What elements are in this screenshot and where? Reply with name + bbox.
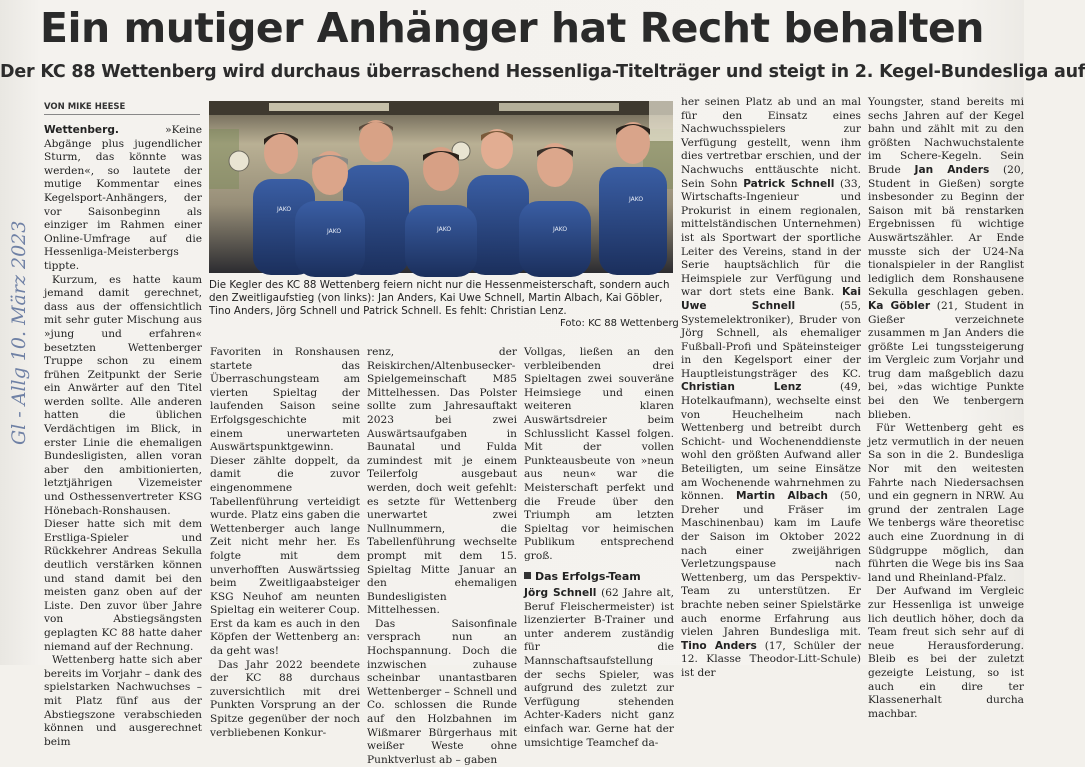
- paragraph: Wettenberg hatte sich aber bereits im Vorjahr – dank des spielstarken Nachwuchses – mit Platz fünf aus der Abstiegszone verabschieden können und ausgerechnet beim: [44, 654, 202, 748]
- jersey-logo-4: JAKO: [553, 226, 568, 233]
- article-column-4: [524, 346, 675, 749]
- paragraph: renz, der Reiskirchen/Altenbusecker-Spielgemeinschaft M85 Mittelhessen. Das Polster sollte zum Jahresauftakt 2023 bei zwei Auswärtsaufgaben in Baunatal und Fulda zumindest mit je einem Teilerfolg ausgebaut werden, doch weit gefehlt: es setzte für Wettenberg unerwartet zwei Nullnummern, die Tabellenführung wechselte prompt mit dem 15. Spieltag Mitte Januar an den ehemaligen Bundesligisten Mittelhessen.: [367, 346, 517, 617]
- player-name: Patrick Schnell: [743, 177, 835, 190]
- paragraph: Das Saisonfinale versprach nun an Hochspannung. Doch die inzwischen zuhause scheinbar unantastbaren Wettenberger – Schnell und Co. schlossen die Runde auf den Holzbahnen im Wißmarer Bürgerhaus mit weißer Weste ohne Punktverlust ab – gaben: [367, 617, 517, 766]
- player-name: Ka Göbler: [868, 299, 931, 312]
- player-name: Martin Albach: [735, 490, 828, 503]
- paragraph: Favoriten in Ronshausen startete das Überraschungsteam am vierten Spieltag der laufenden Saison seine Erfolgsgeschichte mit einem unerwarteten Auswärtspunktgewinn. Dieser zählte doppelt, da damit die zuvor eingenommene Tabellenführung verteidigt wurde. Platz eins gaben die Wettenberger auch lange Zeit nicht mehr her. Es folgte mit dem unverhofften Auswärtssieg beim Zweitligaabsteiger KSG Neuhof am neunten Spieltag ein weiterer Coup. Erst da kam es auch in den Köpfen der Wettenberg an: da geht was!: [210, 346, 360, 658]
- player-name: Jan Anders: [914, 163, 990, 176]
- byline: VON MIKE HEESE: [44, 102, 126, 112]
- photo-caption: Die Kegler des KC 88 Wettenberg feiern nicht nur die Hessenmeisterschaft, sondern auch den Zweitligaufstieg (von links): Jan Anders, Kai Uwe Schnell, Martin Albach, Kai Göbler, Tino Anders, Jörg Schnell und Patrick Schnell. Es fehlt: Christian Lenz.: [209, 279, 670, 317]
- player-name: Christian Lenz: [681, 381, 802, 394]
- player-name: Tino Anders: [681, 639, 757, 652]
- team-photo: [209, 101, 673, 273]
- article-column-2: [210, 346, 360, 739]
- jersey-logo-2: JAKO: [327, 228, 342, 235]
- photo-credit: Foto: KC 88 Wettenberg: [560, 318, 679, 329]
- paragraph: Jörg Schnell (62 Jahre alt, Beruf Fleischermeister) ist lizenzierter B-Trainer und unter anderem zuständig für die Mannschaftsaufstellung der sechs Spieler, was aufgrund des zuletzt zur Verfügung stehenden Achter-Kaders nicht ganz einfach war. Gerne hat der umsichtige Teamchef da-: [524, 587, 675, 749]
- player-name: Kai Uwe Schnell: [681, 286, 861, 312]
- article-column-6: [868, 96, 1025, 720]
- jersey-logo-1: JAKO: [277, 206, 292, 213]
- square-bullet-icon: [524, 572, 531, 579]
- jersey-logo-3: JAKO: [437, 226, 452, 233]
- paragraph: Kurzum, es hatte kaum jemand damit gerechnet, dass aus der offensichtlich mit sehr guter Mischung aus »jung und erfahren« besetzten Wettenberger Truppe schon zu einem frühen Zeitpunkt der Serie ein Anwärter auf den Titel werden sollte. Alle anderen hatten die üblichen Verdächtigen im Blick, in erster Linie die ehemaligen Bundesligisten, allen voran aber den ambitionierten, letztjährigen Vizemeister und Osthessenvertreter KSG Hönebach-Ronshausen. Dieser hatte sich mit dem Erstliga-Spieler und Rückkehrer Andreas Sekulla deutlich verstärken können und stand damit bei den meisten ganz oben auf der Liste. Den zuvor über Jahre von Abstiegsängsten geplagten KC 88 hatte daher niemand auf der Rechnung.: [44, 273, 202, 653]
- player-name: Jörg Schnell: [524, 587, 597, 600]
- handwritten-date-note: Gl - Allg 10. März 2023: [8, 220, 30, 445]
- dateline: Wettenberg.: [44, 124, 119, 136]
- jersey-logo-5: JAKO: [629, 196, 644, 203]
- paragraph: Vollgas, ließen an den verbleibenden drei Spieltagen zwei souveräne Heimsiege und einen weiteren klaren Auswärtsdreier beim Schlusslicht Kassel folgen. Mit der vollen Punkteausbeute von »neun aus neun« war die Meisterschaft perfekt und die Freude über den Triumph am letzten Spieltag vor heimischen Publikum entsprechend groß.: [524, 346, 674, 562]
- paragraph: her seinen Platz ab und an mal für den Einsatz eines Nachwuchsspielers zur Verfügung gestellt, wenn ihm dies vertretbar erschien, und der Nachwuchs enttäuschte nicht. Sein Sohn Patrick Schnell (33, Wirtschafts-Ingenieur und Prokurist in einem regionalen, mittelständischen Unternehmen) ist als Sportwart der sportliche Leiter des Vereins, stand in der Serie hauptsächlich für die Heimspiele zur Verfügung und war dort stets eine Bank. Kai Uwe Schnell (55, Systemelektroniker), Bruder von Jörg Schnell, als ehemaliger Fußball-Profi und Späteinsteiger in den Kegelsport einer der Hauptleistungsträger des KC. Christian Lenz (49, Hotelkaufmann), wechselte einst von Heuchelheim nach Wettenberg und betreibt durch Schicht- und Wochenenddienste wohl den größten Aufwand aller Beteiligten, um seine Einsätze am Wochenende wahrnehmen zu können. Martin Albach (50, Dreher und Fräser im Maschinenbau) kam im Laufe der Saison im Oktober 2022 nach einer zweijährigen Verletzungspause nach Wettenberg, um das Perspektiv-Team zu unterstützen. Er brachte neben seiner Spielstärke auch enorme Erfahrung aus vielen Jahren Bundesliga mit. Tino Anders (17, Schüler der 12. Klasse Theodor-Litt-Schule) ist der: [681, 96, 862, 679]
- paragraph: Das Jahr 2022 beendete der KC 88 durchaus zuversichtlich mit drei Punkten Vorsprung an der Spitze gegenüber der noch verbliebenen Konkur-: [210, 658, 360, 739]
- paragraph: Für Wettenberg geht es jetz vermutlich in der neuen Sa son in die 2. Bundesliga Nor mit den weitesten Fahrte nach Niedersachsen und ein gegnern in NRW. Au grund der zentralen Lage We tenbergs wäre theoretisc auch eine Zuordnung in di Südgruppe möglich, dan führten die Wege bis ins Saa land und Rheinland-Pfalz.: [868, 422, 1024, 584]
- subheadline: Der KC 88 Wettenberg wird durchaus überraschend Hessenliga-Titelträger und steigt in 2. Kegel-Bundesliga auf: [0, 62, 1085, 82]
- article-column-3: [367, 346, 517, 766]
- paragraph: Youngster, stand bereits mi sechs Jahren auf der Kegel bahn und zählt mit zu den größten Nachwuchstalente im Schere-Kegeln. Sein Brude Jan Anders (20, Student in Gießen) sorgte insbesonder zu Beginn der Saison mit bä renstarken Ergebnissen fü wichtige Auswärtszähler. Ar Ende musste sich der U24-Na tionalspieler in der Ranglist lediglich dem Ronshausene Sekulla geschlagen geben. Ka Göbler (21, Student in Gießer verzeichnete zusammen m Jan Anders die größte Lei tungssteigerung im Vergleic zum Vorjahr und trug dam maßgeblich dazu bei, »das wichtige Punkte bei den We tenbergern blieben.: [868, 96, 1025, 421]
- article-column-5: [681, 96, 862, 679]
- article-column-1: [44, 124, 202, 748]
- team-photo-illustration: [209, 101, 673, 273]
- paragraph: Der Aufwand im Vergleic zur Hessenliga ist unweige lich deutlich höher, doch da Team freut sich sehr auf di neue Herausforderung. Bleib es bei der zuletzt gezeigte Leistung, so ist auch ein dire ter Klassenerhalt durcha machbar.: [868, 585, 1024, 720]
- paragraph: Wettenberg. »Keine Abgänge plus jugendlicher Sturm, das könnte was werden«, so lautete der mutige Kommentar eines Kegelsport-Anhängers, der vor Saisonbeginn als einziger im Rahmen einer Online-Umfrage auf die Hessenliga-Meisterbergs tippte.: [44, 124, 202, 272]
- headline: Ein mutiger Anhänger hat Recht behalten: [40, 4, 984, 52]
- section-subhead: Das Erfolgs-Team: [524, 570, 674, 584]
- byline-rule: [44, 114, 200, 115]
